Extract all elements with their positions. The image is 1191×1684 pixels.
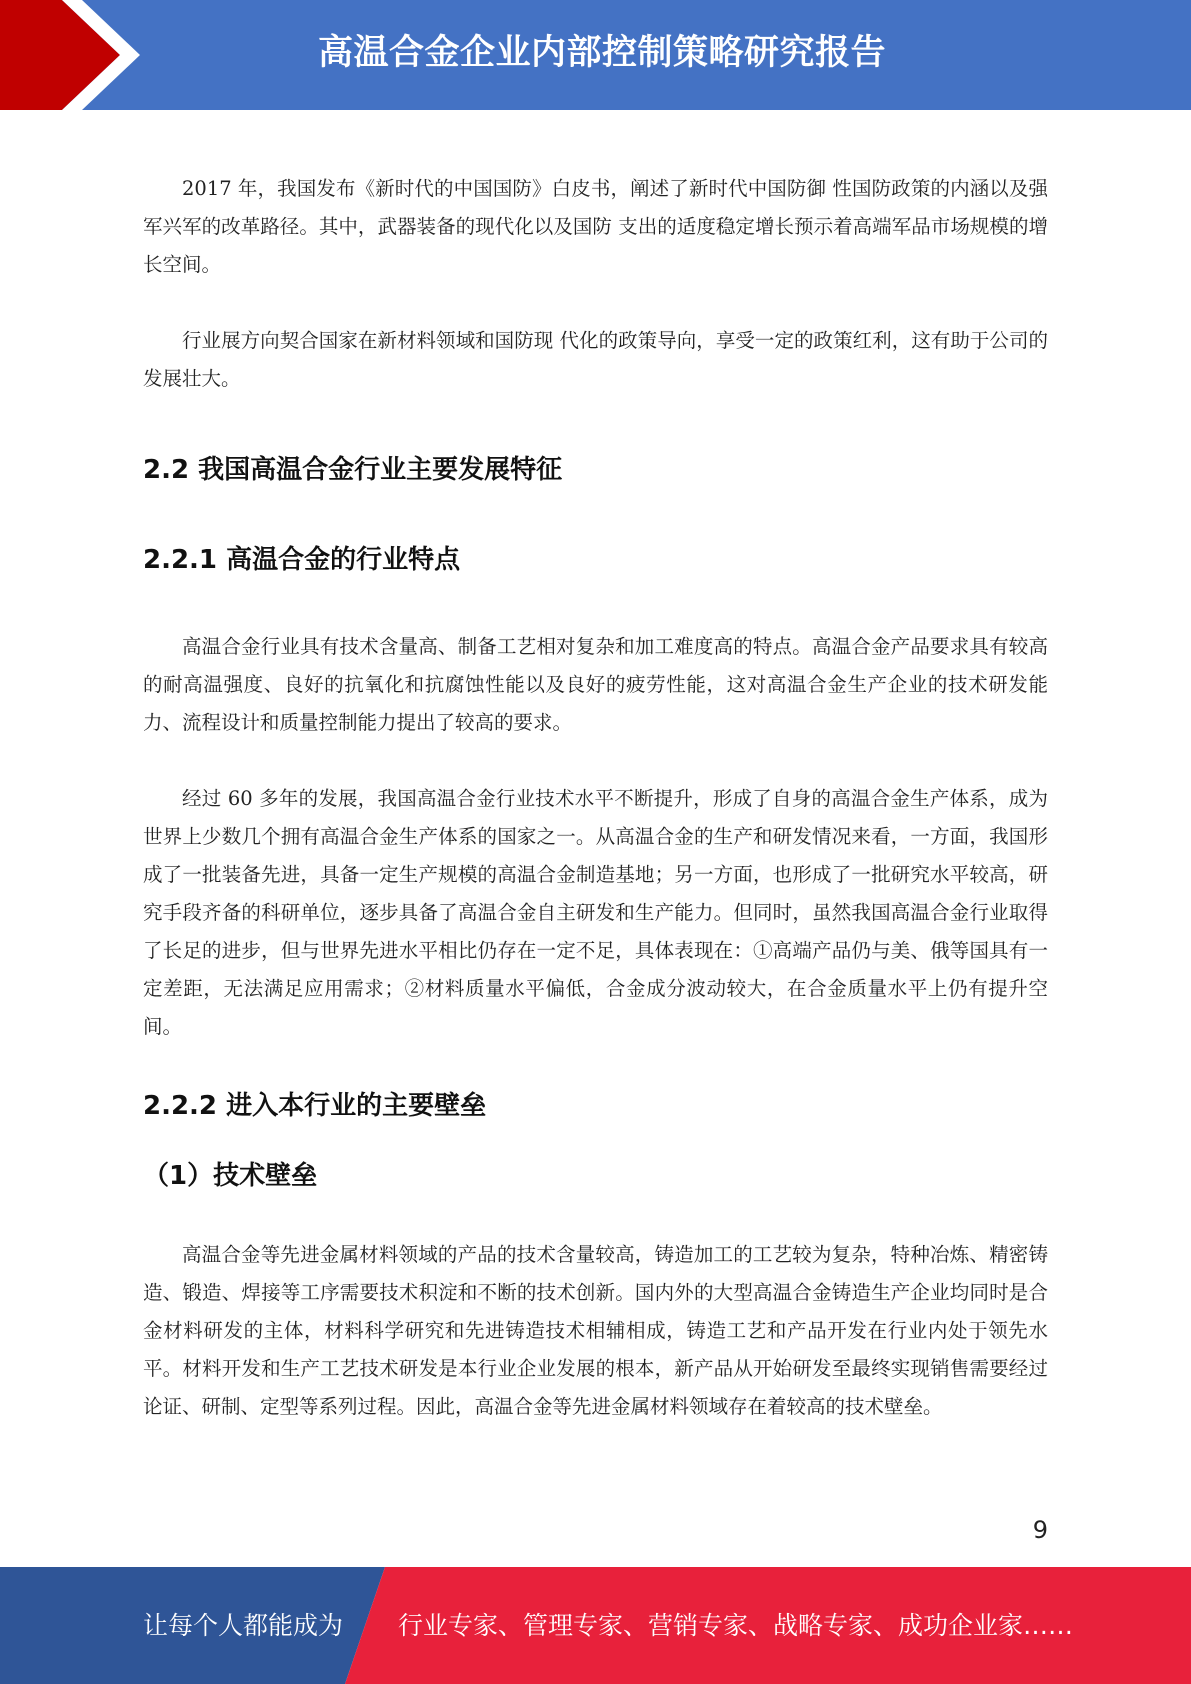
page-footer — [0, 1567, 1191, 1684]
paragraph-technical-barrier: 高温合金等先进金属材料领域的产品的技术含量较高，铸造加工的工艺较为复杂，特种冶炼、精密铸造、锻造、焊接等工序需要技术积淀和不断的技术创新。国内外的大型高温合金铸造生产企业均同时是合金材料研发的主体，材料科学研究和先进铸造技术相辅相成，铸造工艺和产品开发在行业内处于领先水平。材料开发和生产工艺技术研发是本行业企业发展的根本，新产品从开始研发至最终实现销售需要经过论证、研制、定型等系列过程。因此，高温合金等先进金属材料领域存在着较高的技术壁垒。 — [143, 1243, 1048, 1418]
footer-slogan-right: 行业专家、管理专家、营销专家、战略专家、成功企业家…… — [398, 1611, 1074, 1640]
section-heading-2-2: 2.2 我国高温合金行业主要发展特征 — [143, 455, 563, 485]
page-number: 9 — [1032, 1516, 1048, 1544]
section-heading-2-2-2: 2.2.2 进入本行业的主要壁垒 — [143, 1091, 487, 1121]
section-heading-2-2-1: 2.2.1 高温合金的行业特点 — [143, 545, 461, 575]
paragraph-development-history: 经过 60 多年的发展，我国高温合金行业技术水平不断提升，形成了自身的高温合金生产体系，成为世界上少数几个拥有高温合金生产体系的国家之一。从高温合金的生产和研发情况来看，一方面，我国形成了一批装备先进，具备一定生产规模的高温合金制造基地；另一方面，也形成了一批研究水平较高，研究手段齐备的科研单位，逐步具备了高温合金自主研发和生产能力。但同时，虽然我国高温合金行业取得了长足的进步，但与世界先进水平相比仍存在一定不足，具体表现在：①高端产品仍与美、俄等国具有一定差距，无法满足应用需求；②材料质量水平偏低，合金成分波动较大，在合金质量水平上仍有提升空间。 — [143, 787, 1048, 1038]
paragraph-defense-whitepaper: 2017 年，我国发布《新时代的中国国防》白皮书，阐述了新时代中国防御 性国防政策的内涵以及强军兴军的改革路径。其中，武器装备的现代化以及国防 支出的适度稳定增长预示着高端军品市场规模的增长空间。 — [143, 177, 1048, 276]
header-title: 高温合金企业内部控制策略研究报告 — [318, 33, 887, 73]
page-header — [0, 0, 1191, 110]
paragraph-policy-direction: 行业展方向契合国家在新材料领域和国防现 代化的政策导向，享受一定的政策红利，这有助于公司的发展壮大。 — [143, 329, 1048, 390]
subsection-heading-technical-barrier: （1）技术壁垒 — [143, 1161, 318, 1191]
footer-slogan-left: 让每个人都能成为 — [143, 1611, 344, 1640]
header-chevron-decoration — [0, 0, 160, 110]
document-body — [143, 170, 1048, 1426]
paragraph-industry-characteristics: 高温合金行业具有技术含量高、制备工艺相对复杂和加工难度高的特点。高温合金产品要求具有较高的耐高温强度、良好的抗氧化和抗腐蚀性能以及良好的疲劳性能，这对高温合金生产企业的技术研发能力、流程设计和质量控制能力提出了较高的要求。 — [143, 635, 1048, 734]
